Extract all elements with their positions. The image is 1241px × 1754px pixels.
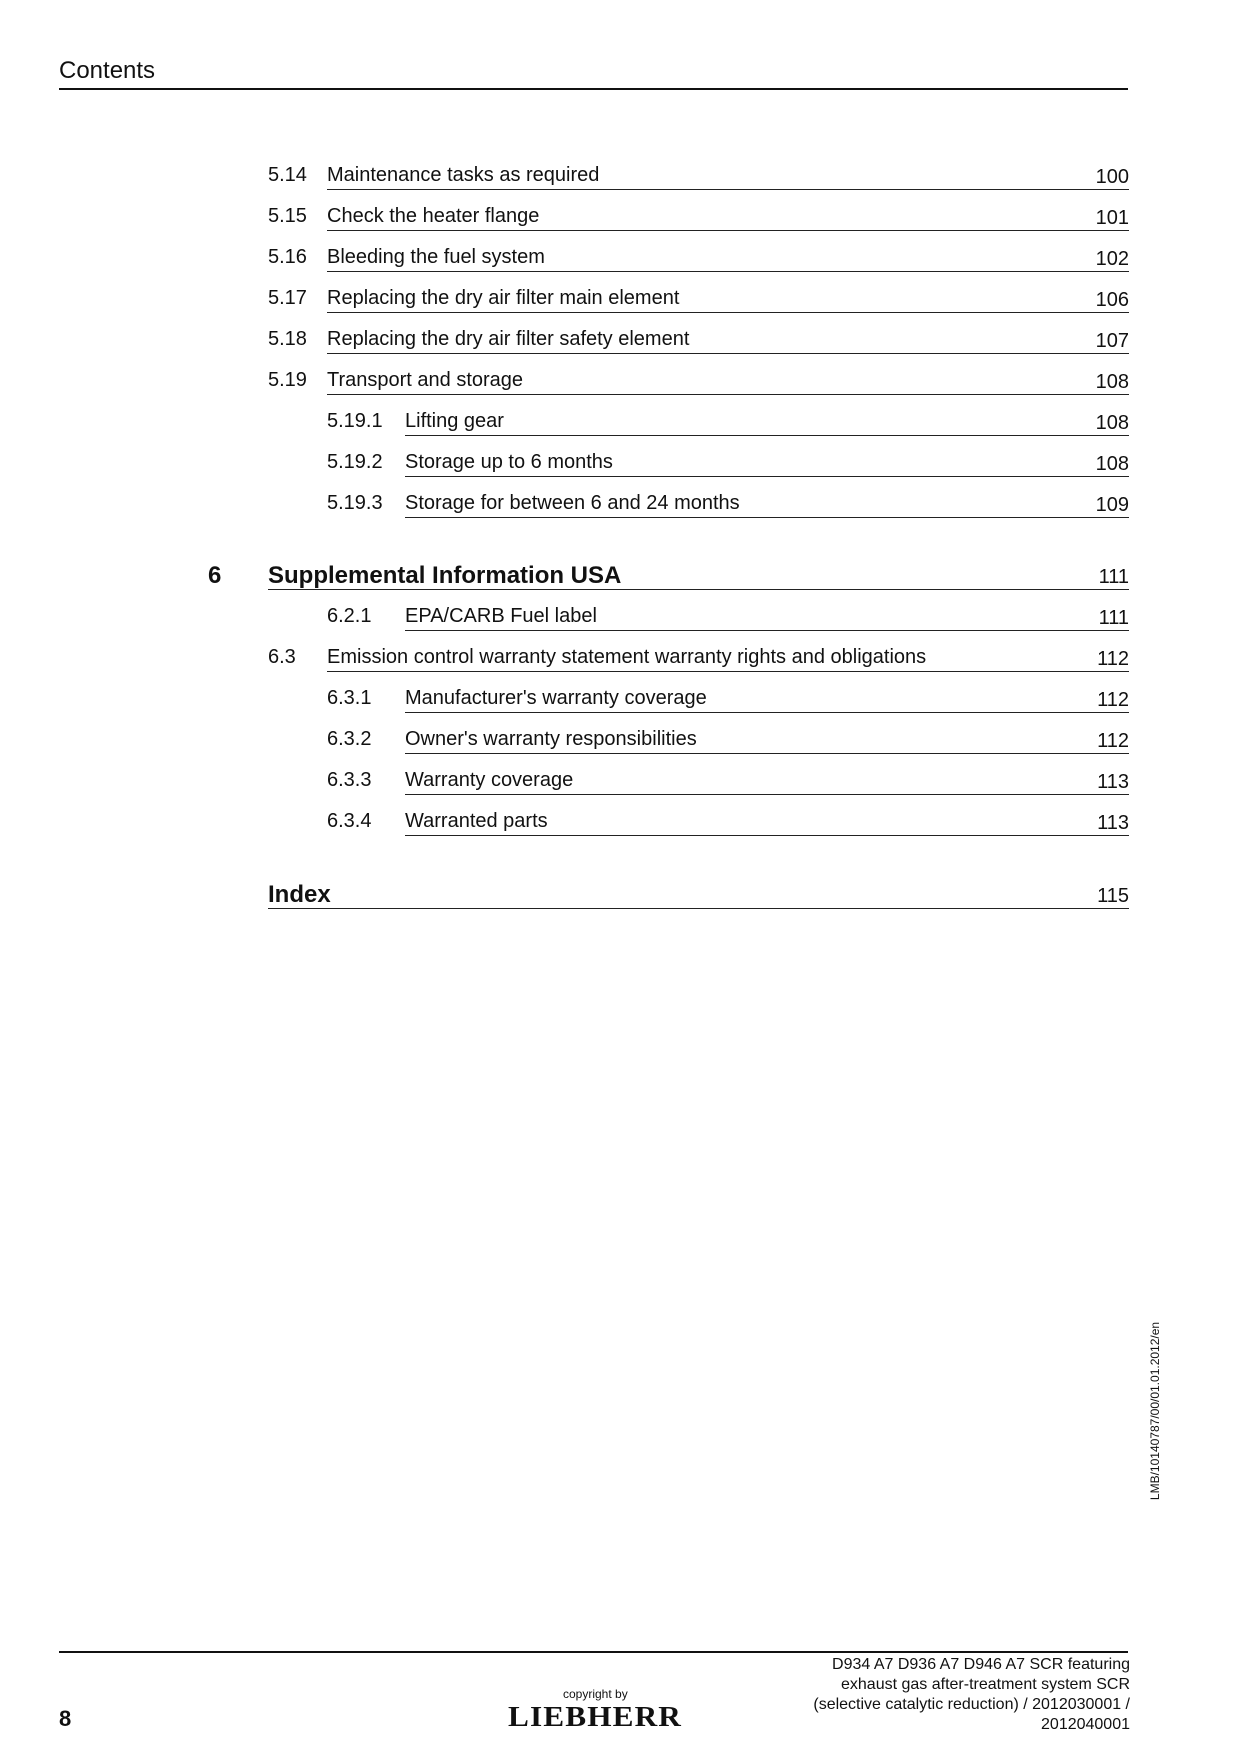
document-reference-line: D934 A7 D936 A7 D946 A7 SCR featuring [832,1656,1130,1673]
document-code [1148,1316,1163,1506]
toc-title: Storage for between 6 and 24 months [405,492,740,514]
toc-page: 113 [1097,812,1129,834]
header-rule [59,88,1128,90]
svg-text:LIEBHERR: LIEBHERR [508,1703,682,1729]
toc-entry[interactable] [268,160,1129,190]
toc-entry[interactable] [268,642,1129,672]
toc-rule [268,908,1129,909]
toc-number: 5.15 [268,205,307,227]
toc-page: 111 [1098,607,1129,629]
header-title: Contents [59,57,156,84]
toc-number: 5.19.3 [327,492,383,514]
toc-index-entry[interactable] [268,879,1129,909]
toc-page: 101 [1095,207,1129,229]
toc-entry[interactable] [327,447,1129,477]
toc-title: Manufacturer's warranty coverage [405,687,707,709]
toc-title: Maintenance tasks as required [327,164,600,186]
toc-entry[interactable] [268,324,1129,354]
toc-number: 6.3 [268,646,296,668]
toc-rule [405,712,1129,713]
toc-rule [405,835,1129,836]
toc-page: 100 [1095,166,1129,188]
toc-page: 107 [1095,330,1129,352]
toc-page: 106 [1095,289,1129,311]
toc-number: 5.18 [268,328,307,350]
toc-rule [405,435,1129,436]
toc-title: Replacing the dry air filter safety element [327,328,690,350]
toc-title: Supplemental Information USA [268,562,622,589]
toc-title: Index [268,881,331,908]
liebherr-logo [506,1703,684,1734]
toc-page: 112 [1097,648,1129,670]
toc-rule [327,230,1129,231]
toc-rule [327,189,1129,190]
liebherr-logo-mark [506,1703,684,1729]
copyright-text: copyright by [563,1687,628,1701]
toc-number: 5.16 [268,246,307,268]
toc-rule [327,671,1129,672]
toc-page: 102 [1095,248,1129,270]
toc-entry[interactable] [327,765,1129,795]
toc-title: Warranty coverage [405,769,574,791]
toc-number: 6 [208,562,222,589]
toc-title: EPA/CARB Fuel label [405,605,597,627]
toc-rule [405,476,1129,477]
footer-rule [59,1651,1128,1653]
toc-rule [405,517,1129,518]
toc-entry[interactable] [327,488,1129,518]
toc-rule [405,753,1129,754]
toc-number: 6.3.1 [327,687,372,709]
toc-rule [405,630,1129,631]
toc-number: 6.3.3 [327,769,372,791]
toc-page: 109 [1095,494,1129,516]
toc-number: 5.17 [268,287,307,309]
toc-number: 5.19.1 [327,410,383,432]
toc-rule [268,589,1129,590]
toc-chapter-entry[interactable] [208,560,1129,590]
toc-rule [327,271,1129,272]
toc-number: 6.3.2 [327,728,372,750]
toc-rule [405,794,1129,795]
toc-entry[interactable] [268,201,1129,231]
document-reference-line: exhaust gas after-treatment system SCR [841,1676,1130,1693]
page-number: 8 [59,1706,72,1731]
toc-entry[interactable] [327,806,1129,836]
toc-number: 6.2.1 [327,605,372,627]
toc-rule [327,353,1129,354]
toc-page: 108 [1095,412,1129,434]
toc-page: 115 [1097,885,1129,907]
toc-title: Warranted parts [405,810,548,832]
toc-title: Owner's warranty responsibilities [405,728,697,750]
toc-page: 112 [1097,689,1129,711]
toc-title: Replacing the dry air filter main element [327,287,680,309]
toc-entry[interactable] [327,406,1129,436]
toc-entry[interactable] [268,365,1129,395]
toc-page: 108 [1095,371,1129,393]
toc-entry[interactable] [327,683,1129,713]
toc-entry[interactable] [327,601,1129,631]
toc-rule [327,312,1129,313]
toc-title: Lifting gear [405,410,504,432]
toc-title: Emission control warranty statement warranty rights and obligations [327,646,927,668]
toc-number: 5.19 [268,369,307,391]
toc-page: 112 [1097,730,1129,752]
toc-entry[interactable] [327,724,1129,754]
document-reference-line: 2012040001 [1041,1716,1130,1733]
document-reference-line: (selective catalytic reduction) / 2012030001 / [813,1696,1130,1713]
toc-title: Storage up to 6 months [405,451,613,473]
toc-number: 5.14 [268,164,307,186]
toc-title: Bleeding the fuel system [327,246,545,268]
toc-entry[interactable] [268,242,1129,272]
toc-page: 113 [1097,771,1129,793]
toc-number: 6.3.4 [327,810,372,832]
toc-page: 111 [1098,566,1129,588]
document-reference [750,1655,1130,1735]
toc-title: Check the heater flange [327,205,540,227]
toc-entry[interactable] [268,283,1129,313]
toc-number: 5.19.2 [327,451,383,473]
toc-page: 108 [1095,453,1129,475]
document-code-text: LMB/10140787/00/01.01.2012/en [1148,1321,1162,1501]
toc-rule [327,394,1129,395]
toc-title: Transport and storage [327,369,524,391]
